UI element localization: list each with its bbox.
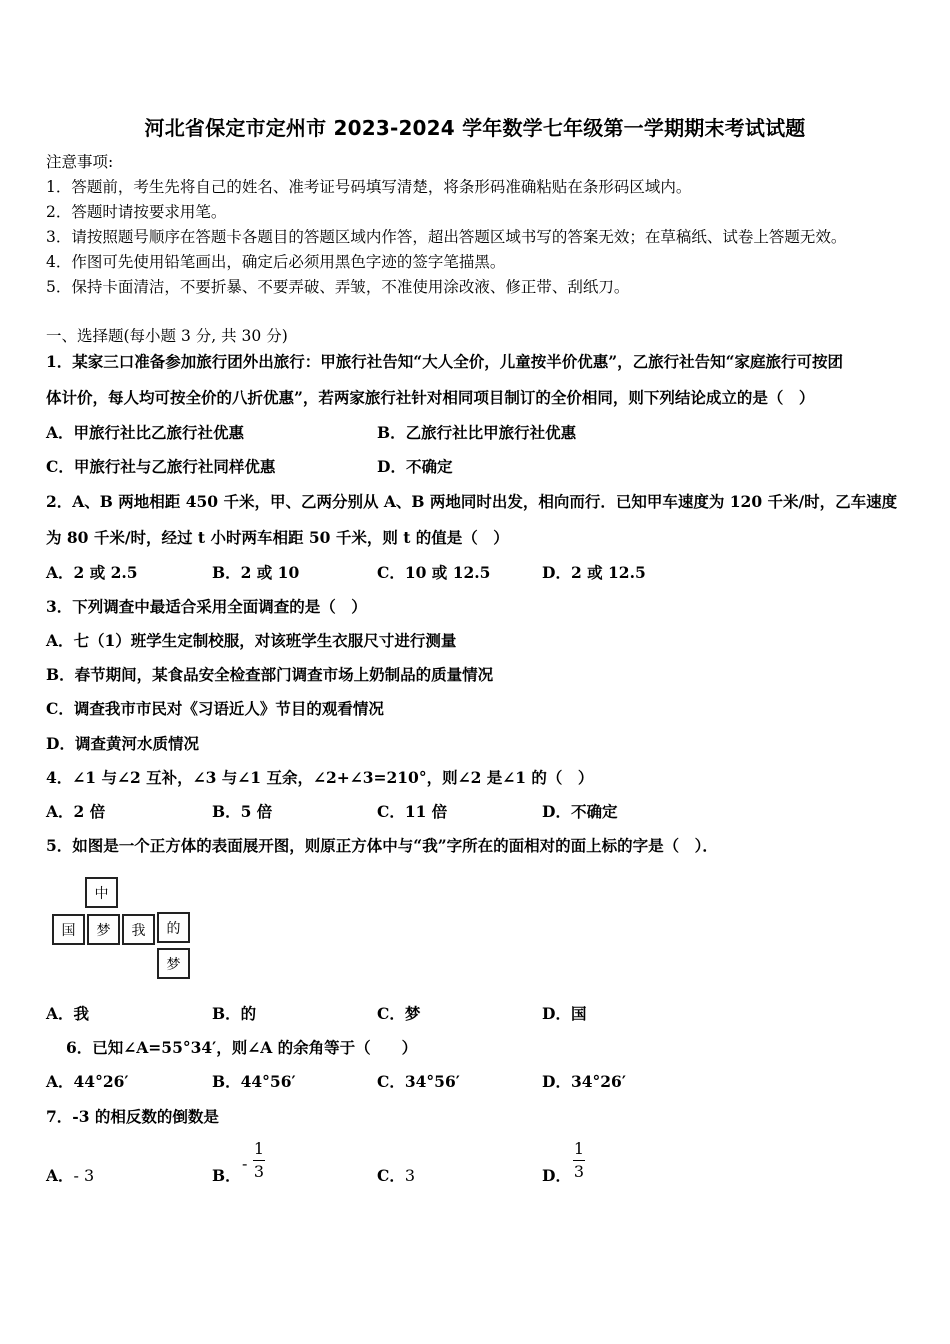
q1-option-a: A．甲旅行社比乙旅行社优惠: [46, 423, 245, 442]
notice-item: 4．作图可先使用铅笔画出，确定后必须用黑色字迹的签字笔描黑。: [46, 253, 506, 271]
q6-option-d: D．34°26′: [542, 1072, 626, 1091]
denominator: 3: [573, 1162, 585, 1181]
q1-stem-line1: 1．某家三口准备参加旅行团外出旅行：甲旅行社告知“大人全价，儿童按半价优惠”，乙旅行社告知“家庭旅行可按团: [46, 352, 844, 371]
q3-option-d: D．调查黄河水质情况: [46, 734, 199, 753]
q7-option-d-fraction: [573, 1140, 585, 1181]
notice-item: 2．答题时请按要求用笔。: [46, 203, 227, 221]
net-face: 梦: [87, 914, 120, 945]
q7-option-b-sign: -: [242, 1154, 248, 1173]
fraction-bar: [253, 1160, 265, 1161]
q4-option-d: D．不确定: [542, 802, 618, 821]
option-value: 3: [404, 1166, 416, 1185]
q2-option-b: B．2 或 10: [212, 563, 300, 582]
cube-net-figure: [50, 873, 200, 983]
section-heading: 一、选择题(每小题 3 分, 共 30 分): [46, 327, 288, 345]
q4-option-a: A．2 倍: [46, 802, 106, 821]
q2-option-c: C．10 或 12.5: [377, 563, 491, 582]
q2-stem-line1: 2．A、B 两地相距 450 千米，甲、乙两分别从 A、B 两地同时出发，相向而行．已知甲车速度为 120 千米/时，乙车速度: [46, 492, 898, 511]
q3-stem: 3．下列调查中最适合采用全面调查的是（ ）: [46, 597, 367, 616]
option-label: A．: [46, 1166, 74, 1185]
q5-option-a: A．我: [46, 1004, 90, 1023]
notice-heading: 注意事项:: [46, 153, 114, 171]
q6-option-b: B．44°56′: [212, 1072, 296, 1091]
numerator: 1: [253, 1139, 265, 1158]
q7-option-b-fraction: [253, 1140, 265, 1181]
q2-option-a: A．2 或 2.5: [46, 563, 138, 582]
notice-item: 5．保持卡面清洁，不要折暴、不要弄破、弄皱，不准使用涂改液、修正带、刮纸刀。: [46, 278, 630, 296]
q7-option-b-label: B．: [212, 1166, 241, 1185]
q5-option-d: D．国: [542, 1004, 587, 1023]
option-value: - 3: [73, 1166, 95, 1185]
q3-option-b: B．春节期间，某食品安全检查部门调查市场上奶制品的质量情况: [46, 665, 494, 684]
net-face: 梦: [157, 948, 190, 979]
q7-option-c: [377, 1166, 415, 1186]
q1-option-b: B．乙旅行社比甲旅行社优惠: [377, 423, 577, 442]
q7-option-d-label: D．: [542, 1166, 571, 1185]
q1-option-c: C．甲旅行社与乙旅行社同样优惠: [46, 457, 276, 476]
q4-stem: 4．∠1 与∠2 互补，∠3 与∠1 互余，∠2+∠3=210°，则∠2 是∠1 的（ ）: [46, 768, 594, 787]
q6-stem: 6．已知∠A=55°34′，则∠A 的余角等于（ ）: [66, 1038, 418, 1057]
notice-item: 1．答题前，考生先将自己的姓名、准考证号码填写清楚，将条形码准确粘贴在条形码区域内。: [46, 178, 692, 196]
page-title: 河北省保定市定州市 2023-2024 学年数学七年级第一学期期末考试试题: [144, 116, 806, 140]
denominator: 3: [253, 1162, 265, 1181]
numerator: 1: [573, 1139, 585, 1158]
q5-stem: 5．如图是一个正方体的表面展开图，则原正方体中与“我”字所在的面相对的面上标的字是（ ）．: [46, 836, 718, 855]
q7-option-a: [46, 1166, 94, 1186]
net-face: 中: [85, 877, 118, 908]
q2-option-d: D．2 或 12.5: [542, 563, 646, 582]
q1-option-d: D．不确定: [377, 457, 453, 476]
q2-stem-line2: 为 80 千米/时，经过 t 小时两车相距 50 千米，则 t 的值是（ ）: [46, 528, 509, 547]
net-face: 国: [52, 914, 85, 945]
option-label: C．: [377, 1166, 405, 1185]
net-face: 的: [157, 912, 190, 943]
q4-option-b: B．5 倍: [212, 802, 273, 821]
q5-option-c: C．梦: [377, 1004, 421, 1023]
fraction-bar: [573, 1160, 585, 1161]
q4-option-c: C．11 倍: [377, 802, 448, 821]
q3-option-c: C．调查我市市民对《习语近人》节目的观看情况: [46, 699, 384, 718]
q7-stem: 7．-3 的相反数的倒数是: [46, 1107, 219, 1126]
q6-option-c: C．34°56′: [377, 1072, 460, 1091]
q3-option-a: A．七（1）班学生定制校服，对该班学生衣服尺寸进行测量: [46, 631, 457, 650]
q5-option-b: B．的: [212, 1004, 257, 1023]
q1-stem-line2: 体计价，每人均可按全价的八折优惠”，若两家旅行社针对相同项目制订的全价相同，则下列结论成立的是（ ）: [46, 388, 815, 407]
q6-option-a: A．44°26′: [46, 1072, 129, 1091]
net-face: 我: [122, 914, 155, 945]
notice-item: 3．请按照题号顺序在答题卡各题目的答题区域内作答，超出答题区域书写的答案无效；在草稿纸、试卷上答题无效。: [46, 228, 847, 246]
